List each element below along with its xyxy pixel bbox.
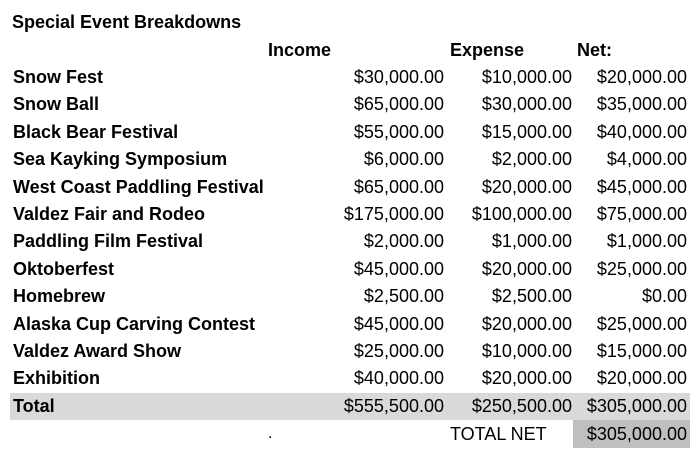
- income-cell: $30,000.00: [353, 67, 444, 87]
- event-name: Black Bear Festival: [13, 121, 179, 142]
- expense-cell: $2,000.00: [491, 149, 572, 170]
- income-cell: $65,000.00: [353, 94, 444, 115]
- net-header: Net:: [577, 40, 612, 60]
- net-cell: $20,000.00: [596, 368, 687, 389]
- income-cell: $2,000.00: [363, 231, 444, 252]
- net-cell: $25,000.00: [596, 313, 687, 334]
- total-net-cell: $305,000.00: [586, 395, 687, 416]
- total-label: Total: [13, 395, 55, 416]
- net-cell: $40,000.00: [596, 121, 687, 142]
- table-row: [10, 256, 690, 283]
- income-cell: $45,000.00: [353, 258, 444, 279]
- table-row: [10, 174, 690, 201]
- net-cell: $35,000.00: [596, 94, 687, 115]
- expense-cell: $20,000.00: [481, 368, 572, 389]
- expense-cell: $10,000.00: [481, 340, 572, 361]
- table-row: [10, 228, 690, 255]
- table-row: [10, 365, 690, 392]
- net-cell: $45,000.00: [596, 176, 687, 197]
- income-cell: $6,000.00: [363, 149, 444, 170]
- total-net-value: $305,000.00: [573, 420, 690, 448]
- event-name: Alaska Cup Carving Contest: [13, 313, 256, 334]
- event-name: Homebrew: [13, 286, 106, 307]
- total-net-label: TOTAL NET: [450, 424, 547, 444]
- event-name: Paddling Film Festival: [13, 231, 204, 252]
- total-row: [10, 393, 690, 420]
- event-name: Valdez Award Show: [13, 340, 182, 361]
- income-cell: $175,000.00: [343, 203, 444, 224]
- net-cell: $0.00: [641, 286, 687, 307]
- event-name: Oktoberfest: [13, 258, 115, 279]
- net-cell: $25,000.00: [596, 258, 687, 279]
- net-cell: $15,000.00: [596, 340, 687, 361]
- income-cell: $2,500.00: [363, 286, 444, 307]
- table-row: [10, 283, 690, 310]
- net-cell: $4,000.00: [606, 149, 687, 170]
- net-cell: $75,000.00: [596, 203, 687, 224]
- total-expense-cell: $250,500.00: [471, 395, 572, 416]
- event-table: [10, 64, 690, 420]
- event-name: Valdez Fair and Rodeo: [13, 203, 206, 224]
- event-name: Snow Fest: [13, 67, 104, 87]
- expense-cell: $10,000.00: [481, 67, 572, 87]
- page-title: Special Event Breakdowns: [12, 12, 242, 32]
- expense-cell: $15,000.00: [481, 121, 572, 142]
- income-cell: $45,000.00: [353, 313, 444, 334]
- table-row: [10, 146, 690, 173]
- expense-cell: $20,000.00: [481, 313, 572, 334]
- income-cell: $55,000.00: [353, 121, 444, 142]
- total-income-cell: $555,500.00: [343, 395, 444, 416]
- expense-cell: $1,000.00: [491, 231, 572, 252]
- expense-cell: $30,000.00: [481, 94, 572, 115]
- expense-cell: $2,500.00: [491, 286, 572, 307]
- table-row: [10, 91, 690, 118]
- net-cell: $20,000.00: [596, 67, 687, 87]
- net-cell: $1,000.00: [606, 231, 687, 252]
- table-row: [10, 64, 690, 91]
- stray-dot: .: [268, 425, 273, 442]
- event-name: Sea Kayking Symposium: [13, 149, 228, 170]
- income-cell: $40,000.00: [353, 368, 444, 389]
- expense-cell: $100,000.00: [471, 203, 572, 224]
- event-name: West Coast Paddling Festival: [13, 176, 264, 197]
- event-name: Exhibition: [13, 368, 100, 389]
- expense-cell: $20,000.00: [481, 176, 572, 197]
- table-row: [10, 119, 690, 146]
- table-row: [10, 201, 690, 228]
- income-header: Income: [268, 40, 332, 60]
- expense-cell: $20,000.00: [481, 258, 572, 279]
- income-cell: $25,000.00: [353, 340, 444, 361]
- income-cell: $65,000.00: [353, 176, 444, 197]
- event-name: Snow Ball: [13, 94, 100, 115]
- expense-header: Expense: [450, 40, 525, 60]
- table-row: [10, 338, 690, 365]
- table-row: [10, 311, 690, 338]
